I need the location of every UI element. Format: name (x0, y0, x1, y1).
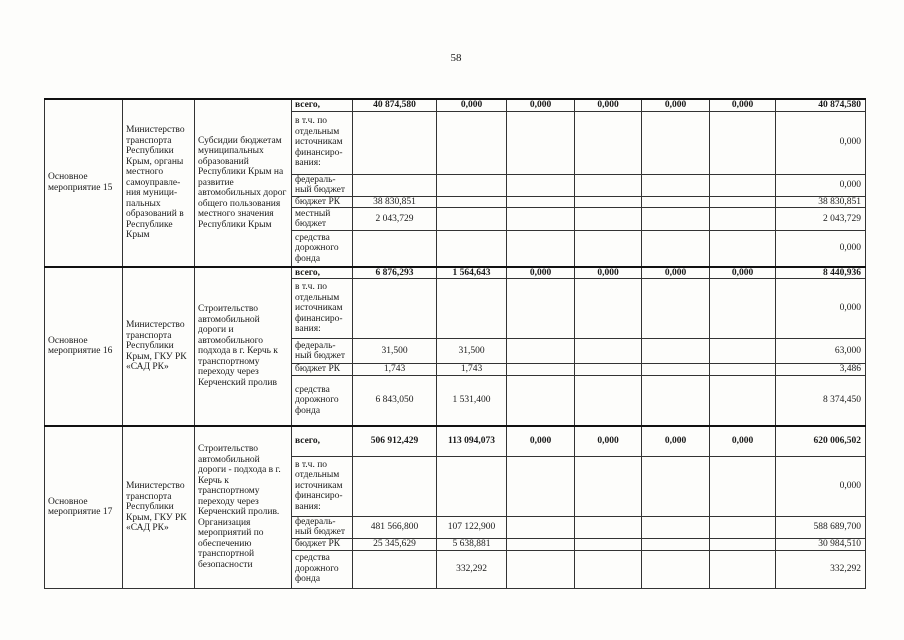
executor-cell: Министерство транспорта Республики Крым, ГКУ РК «САД РК» (123, 267, 195, 427)
event-name: Основное мероприятие 16 (45, 267, 123, 427)
funding-value (710, 364, 776, 376)
funding-value (437, 279, 507, 339)
funding-value (710, 339, 776, 364)
funding-source-label: бюджет РК (292, 538, 353, 550)
funding-value: 2 043,729 (353, 208, 437, 231)
total-value: 0,000 (642, 267, 710, 279)
funding-value (575, 456, 642, 516)
funding-source-label: в т.ч. по отдельным источникам финансиро-вания: (292, 456, 353, 516)
funding-value (353, 231, 437, 267)
funding-value (710, 456, 776, 516)
funding-value (575, 174, 642, 196)
funding-value (642, 174, 710, 196)
funding-value (437, 208, 507, 231)
funding-value (710, 208, 776, 231)
funding-source-label: бюджет РК (292, 364, 353, 376)
event-name: Основное мероприятие 17 (45, 426, 123, 588)
funding-value: 31,500 (437, 339, 507, 364)
funding-value (575, 364, 642, 376)
funding-value (507, 111, 575, 174)
event-description: Строительство автомобильной дороги и автомобильного подхода в г. Керчь к транспортному переходу через Керченский пролив (195, 267, 292, 427)
funding-value (507, 364, 575, 376)
funding-value: 38 830,851 (776, 196, 866, 208)
funding-value: 0,000 (776, 231, 866, 267)
funding-value: 0,000 (776, 111, 866, 174)
funding-value (575, 196, 642, 208)
funding-value (710, 550, 776, 588)
funding-value: 8 374,450 (776, 375, 866, 426)
funding-source-label: в т.ч. по отдельным источникам финансиро-вания: (292, 279, 353, 339)
funding-value: 5 638,881 (437, 538, 507, 550)
total-value: 0,000 (437, 99, 507, 111)
funding-value (437, 111, 507, 174)
funding-value (642, 456, 710, 516)
funding-value: 63,000 (776, 339, 866, 364)
funding-value (437, 196, 507, 208)
event-description: Строительство автомобильной дороги - подхода в г. Керчь к транспортному переходу через Керченский пролив. Организация мероприятий по обеспечению транспортной безопасности (195, 426, 292, 588)
total-value: 0,000 (507, 99, 575, 111)
funding-value (710, 279, 776, 339)
funding-source-label: федераль-ный бюджет (292, 174, 353, 196)
funding-value (353, 456, 437, 516)
total-value: 40 874,580 (353, 99, 437, 111)
funding-value: 31,500 (353, 339, 437, 364)
total-value: 0,000 (575, 99, 642, 111)
funding-value (507, 516, 575, 538)
funding-value (642, 516, 710, 538)
funding-value (507, 375, 575, 426)
funding-value (642, 196, 710, 208)
total-label: всего, (292, 99, 353, 111)
total-value: 40 874,580 (776, 99, 866, 111)
event-total-row (45, 426, 866, 456)
funding-value (642, 339, 710, 364)
funding-value: 3,486 (776, 364, 866, 376)
funding-value (575, 550, 642, 588)
total-value: 506 912,429 (353, 426, 437, 456)
funding-value (642, 111, 710, 174)
funding-source-label: средства дорожного фонда (292, 550, 353, 588)
funding-value (710, 375, 776, 426)
total-value: 0,000 (507, 426, 575, 456)
funding-value (507, 550, 575, 588)
funding-value (710, 516, 776, 538)
funding-source-label: федераль-ный бюджет (292, 516, 353, 538)
funding-value (437, 174, 507, 196)
funding-value: 2 043,729 (776, 208, 866, 231)
funding-value (575, 111, 642, 174)
funding-value: 107 122,900 (437, 516, 507, 538)
executor-cell: Министерство транспорта Республики Крым, ГКУ РК «САД РК» (123, 426, 195, 588)
page-number: 58 (450, 52, 462, 64)
event-total-row (45, 99, 866, 111)
funding-value (507, 538, 575, 550)
funding-value: 332,292 (437, 550, 507, 588)
total-value: 620 006,502 (776, 426, 866, 456)
funding-value (575, 339, 642, 364)
funding-value: 588 689,700 (776, 516, 866, 538)
total-value: 0,000 (575, 426, 642, 456)
total-value: 0,000 (710, 426, 776, 456)
total-value: 0,000 (575, 267, 642, 279)
total-value: 8 440,936 (776, 267, 866, 279)
funding-value (353, 111, 437, 174)
funding-source-label: бюджет РК (292, 196, 353, 208)
funding-value (575, 516, 642, 538)
funding-value (642, 231, 710, 267)
funding-value: 25 345,629 (353, 538, 437, 550)
funding-value: 0,000 (776, 174, 866, 196)
total-value: 0,000 (507, 267, 575, 279)
funding-value (642, 364, 710, 376)
funding-value (710, 196, 776, 208)
funding-value (710, 538, 776, 550)
funding-value: 1 531,400 (437, 375, 507, 426)
funding-value (507, 196, 575, 208)
funding-value (642, 208, 710, 231)
total-value: 113 094,073 (437, 426, 507, 456)
funding-value (642, 279, 710, 339)
funding-value (353, 174, 437, 196)
funding-value (642, 375, 710, 426)
total-value: 0,000 (710, 99, 776, 111)
funding-value (507, 279, 575, 339)
total-label: всего, (292, 267, 353, 279)
total-value: 0,000 (710, 267, 776, 279)
funding-value (642, 550, 710, 588)
funding-value (710, 111, 776, 174)
event-total-row (45, 267, 866, 279)
funding-value (353, 279, 437, 339)
funding-value (575, 538, 642, 550)
funding-value: 0,000 (776, 279, 866, 339)
total-value: 0,000 (642, 99, 710, 111)
total-value: 6 876,293 (353, 267, 437, 279)
funding-value (507, 339, 575, 364)
funding-source-label: в т.ч. по отдельным источникам финансиро-вания: (292, 111, 353, 174)
funding-source-label: средства дорожного фонда (292, 231, 353, 267)
funding-value: 38 830,851 (353, 196, 437, 208)
funding-value (353, 550, 437, 588)
funding-value (710, 174, 776, 196)
funding-value (437, 456, 507, 516)
total-label: всего, (292, 426, 353, 456)
total-value: 1 564,643 (437, 267, 507, 279)
executor-cell: Министерство транспорта Республики Крым, органы местного самоуправле-ния муници-пальных образований в Республике Крым (123, 99, 195, 267)
funding-value (507, 208, 575, 231)
total-value: 0,000 (642, 426, 710, 456)
funding-value: 1,743 (353, 364, 437, 376)
funding-value (507, 456, 575, 516)
funding-value: 0,000 (776, 456, 866, 516)
funding-value: 332,292 (776, 550, 866, 588)
funding-value (575, 375, 642, 426)
budget-table (44, 98, 866, 589)
funding-value (575, 279, 642, 339)
funding-value (507, 174, 575, 196)
funding-value (642, 538, 710, 550)
funding-value: 1,743 (437, 364, 507, 376)
funding-value: 481 566,800 (353, 516, 437, 538)
funding-value (575, 231, 642, 267)
event-description: Субсидии бюджетам муниципальных образований Республики Крым на развитие автомобильных дорог общего пользования местного значения Республики Крым (195, 99, 292, 267)
funding-value: 30 984,510 (776, 538, 866, 550)
funding-value (710, 231, 776, 267)
funding-source-label: федераль-ный бюджет (292, 339, 353, 364)
funding-value (507, 231, 575, 267)
funding-value (437, 231, 507, 267)
funding-source-label: средства дорожного фонда (292, 375, 353, 426)
funding-value (575, 208, 642, 231)
event-name: Основное мероприятие 15 (45, 99, 123, 267)
funding-source-label: местный бюджет (292, 208, 353, 231)
funding-value: 6 843,050 (353, 375, 437, 426)
